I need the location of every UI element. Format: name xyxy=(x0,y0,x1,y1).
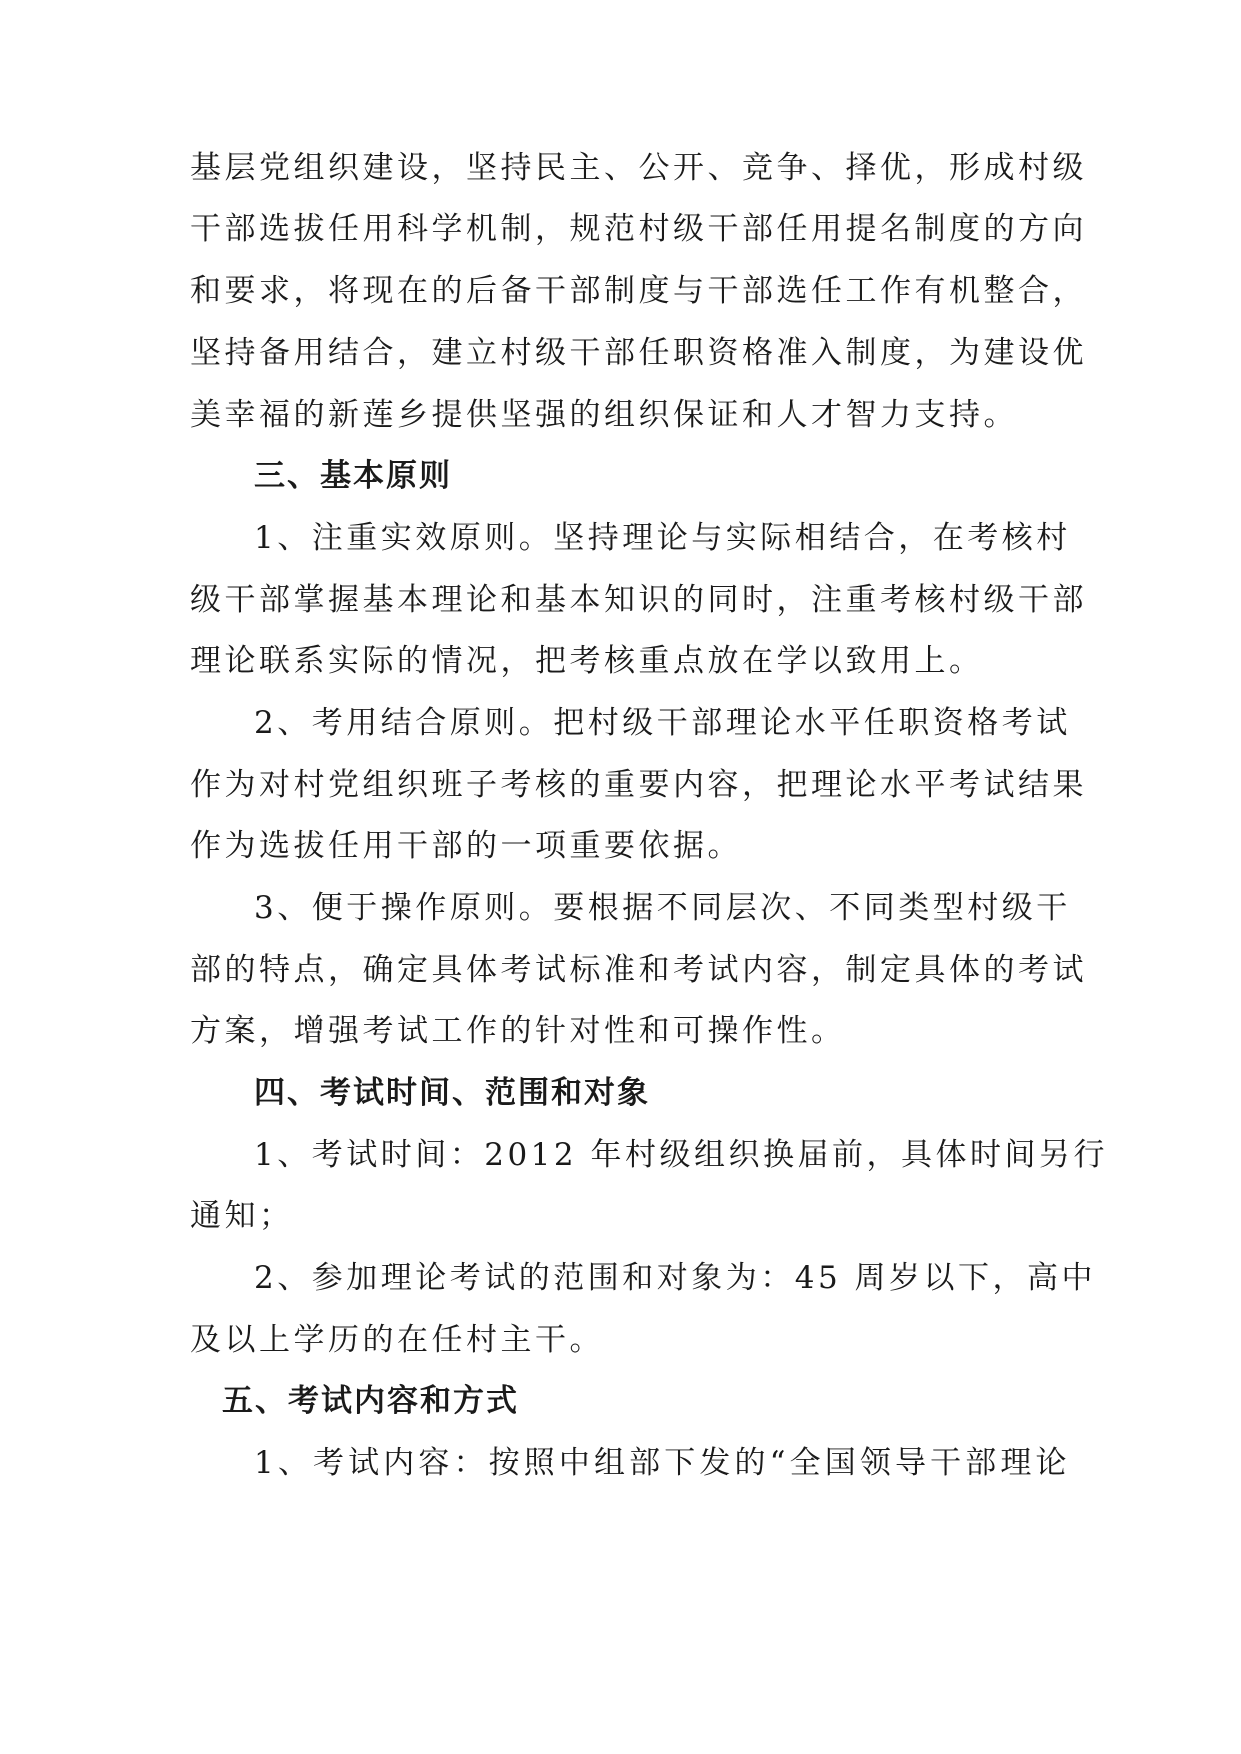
body-line-5: 美幸福的新莲乡提供坚强的组织保证和人才智力支持。 xyxy=(190,397,1018,433)
principle-3-line-1: 3、便于操作原则。要根据不同层次、不同类型村级干 xyxy=(254,890,1071,926)
principle-1-line-2: 级干部掌握基本理论和基本知识的同时，注重考核村级干部 xyxy=(190,582,1087,618)
principle-2-line-2: 作为对村党组织班子考核的重要内容，把理论水平考试结果 xyxy=(190,767,1087,803)
exam-scope-line-1: 2、参加理论考试的范围和对象为：45 周岁以下，高中 xyxy=(254,1260,1097,1296)
exam-time-line-2: 通知； xyxy=(190,1198,294,1234)
principle-2-line-1: 2、考用结合原则。把村级干部理论水平任职资格考试 xyxy=(254,705,1071,741)
exam-content-line-1: 1、考试内容：按照中组部下发的“全国领导干部理论 xyxy=(254,1445,1070,1481)
principle-1-line-3: 理论联系实际的情况，把考核重点放在学以致用上。 xyxy=(190,643,984,679)
principle-3-line-2: 部的特点，确定具体考试标准和考试内容，制定具体的考试 xyxy=(190,952,1087,988)
section-heading-principles: 三、基本原则 xyxy=(254,458,452,494)
principle-3-line-3: 方案，增强考试工作的针对性和可操作性。 xyxy=(190,1013,846,1049)
body-line-3: 和要求，将现在的后备干部制度与干部选任工作有机整合， xyxy=(190,273,1087,309)
exam-time-line-1: 1、考试时间：2012 年村级组织换届前，具体时间另行 xyxy=(254,1137,1108,1173)
principle-2-line-3: 作为选拔任用干部的一项重要依据。 xyxy=(190,828,742,864)
principle-1-line-1: 1、注重实效原则。坚持理论与实际相结合，在考核村 xyxy=(254,520,1071,556)
section-heading-exam-time-scope: 四、考试时间、范围和对象 xyxy=(254,1075,650,1111)
exam-scope-line-2: 及以上学历的在任村主干。 xyxy=(190,1322,604,1358)
body-line-4: 坚持备用结合，建立村级干部任职资格准入制度，为建设优 xyxy=(190,335,1087,371)
body-line-2: 干部选拔任用科学机制，规范村级干部任用提名制度的方向 xyxy=(190,211,1087,247)
section-heading-exam-content: 五、考试内容和方式 xyxy=(222,1383,519,1419)
body-line-1: 基层党组织建设，坚持民主、公开、竞争、择优，形成村级 xyxy=(190,150,1087,186)
